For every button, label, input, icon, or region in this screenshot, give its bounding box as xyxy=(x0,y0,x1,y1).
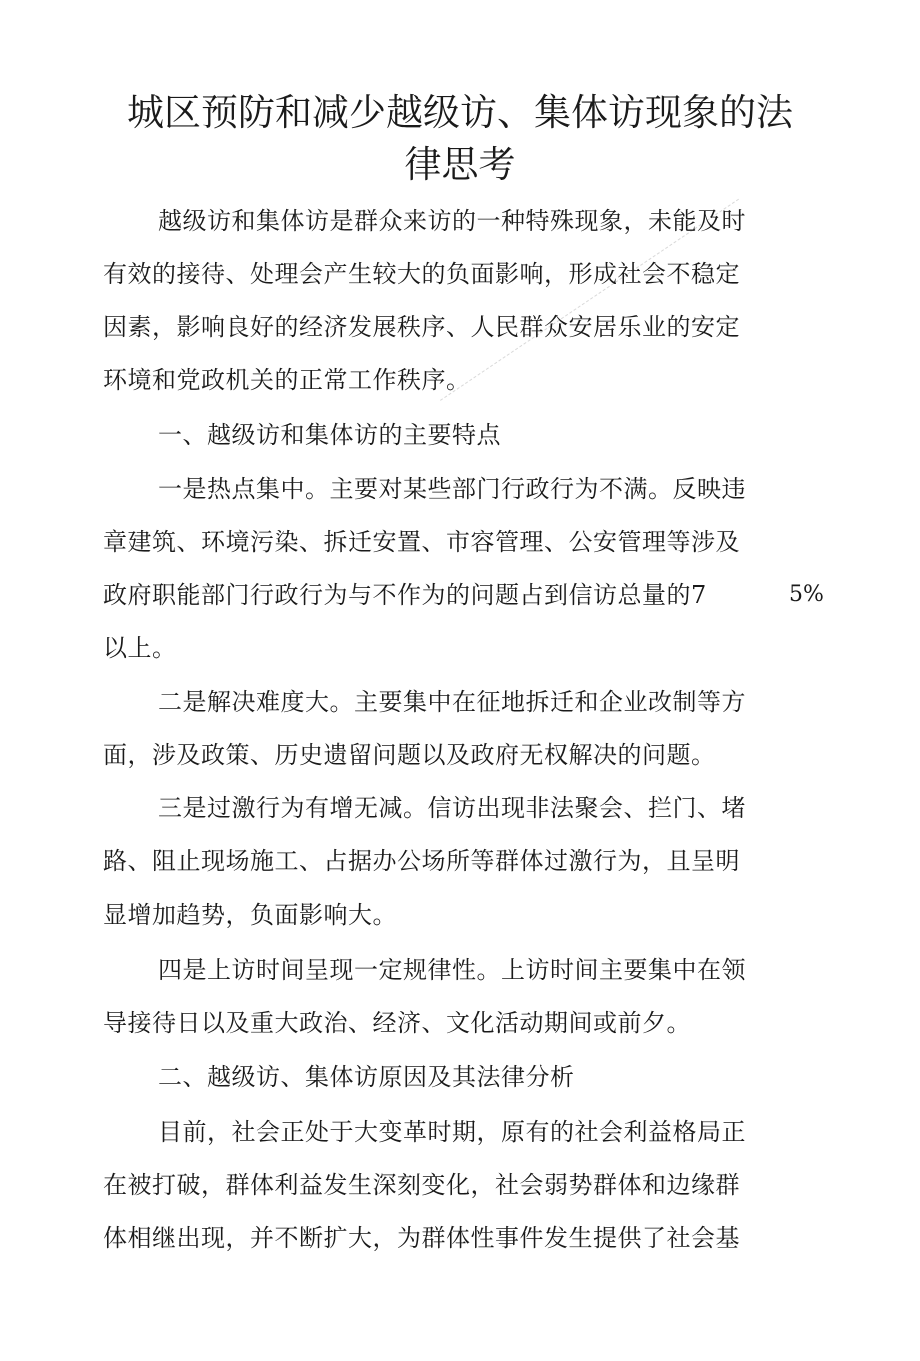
paragraph-line: 显增加趋势，负面影响大。 xyxy=(103,901,397,929)
paragraph-line: 因素，影响良好的经济发展秩序、人民群众安居乐业的安定 xyxy=(103,313,740,341)
paragraph-line: 四是上访时间呈现一定规律性。上访时间主要集中在领 xyxy=(158,956,746,984)
paragraph-line: 体相继出现，并不断扩大，为群体性事件发生提供了社会基 xyxy=(103,1224,740,1252)
document-title-line-2: 律思考 xyxy=(404,143,516,186)
paragraph-line: 在被打破，群体利益发生深刻变化，社会弱势群体和边缘群 xyxy=(103,1171,740,1199)
percent-value: 5% xyxy=(789,582,824,607)
paragraph-line: 导接待日以及重大政治、经济、文化活动期间或前夕。 xyxy=(103,1009,691,1037)
paragraph-line: 三是过激行为有增无减。信访出现非法聚会、拦门、堵 xyxy=(158,794,746,822)
paragraph-line: 面，涉及政策、历史遗留问题以及政府无权解决的问题。 xyxy=(103,741,716,769)
paragraph-line: 有效的接待、处理会产生较大的负面影响，形成社会不稳定 xyxy=(103,260,740,288)
paragraph-line: 一是热点集中。主要对某些部门行政行为不满。反映违 xyxy=(158,475,746,503)
section-heading: 一、越级访和集体访的主要特点 xyxy=(158,421,501,449)
paragraph-line: 章建筑、环境污染、拆迁安置、市容管理、公安管理等涉及 xyxy=(103,528,740,556)
paragraph-line: 目前，社会正处于大变革时期，原有的社会利益格局正 xyxy=(158,1118,746,1146)
paragraph-line: 二是解决难度大。主要集中在征地拆迁和企业改制等方 xyxy=(158,688,746,716)
paragraph-line: 路、阻止现场施工、占据办公场所等群体过激行为，且呈明 xyxy=(103,847,740,875)
paragraph-line: 越级访和集体访是群众来访的一种特殊现象，未能及时 xyxy=(158,207,746,235)
document-title-line-1: 城区预防和减少越级访、集体访现象的法 xyxy=(127,91,793,134)
paragraph-line: 环境和党政机关的正常工作秩序。 xyxy=(103,366,471,394)
section-heading: 二、越级访、集体访原因及其法律分析 xyxy=(158,1063,575,1091)
paragraph-line: 政府职能部门行政行为与不作为的问题占到信访总量的7 xyxy=(103,581,707,609)
paragraph-line: 以上。 xyxy=(103,634,177,662)
